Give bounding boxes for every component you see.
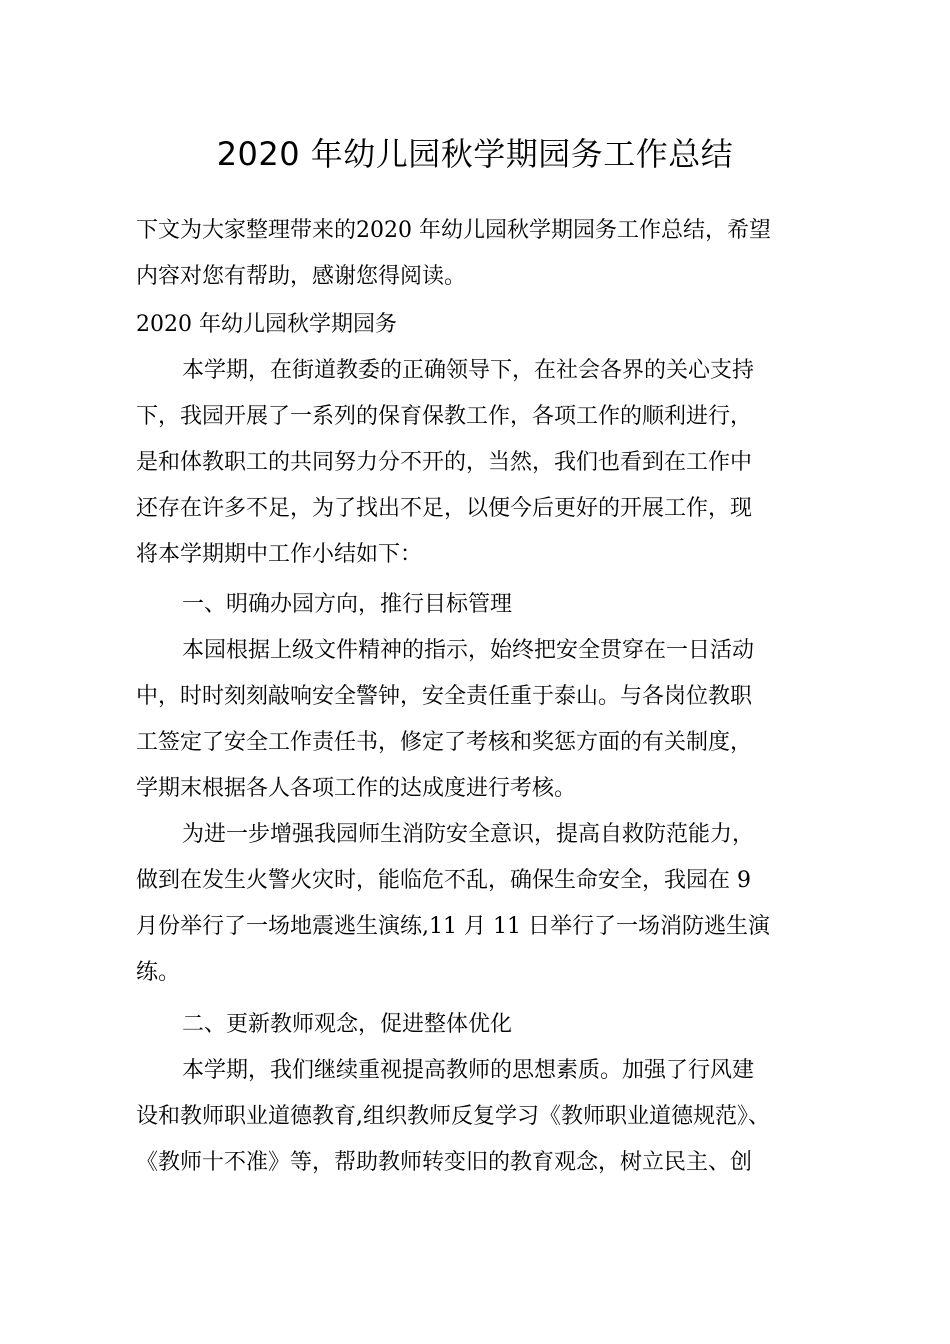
text-line: 内容对您有帮助，感谢您得阅读。 <box>136 264 467 289</box>
text-line: 工签定了安全工作责任书，修定了考核和奖惩方面的有关制度， <box>136 730 753 755</box>
heading-section-1: 一、明确办园方向，推行目标管理 <box>182 592 513 617</box>
text-line: 下文为大家整理带来的2020 年幼儿园秋学期园务工作总结，希望 <box>136 218 771 243</box>
text-line: 《教师十不准》等，帮助教师转变旧的教育观念，树立民主、创 <box>136 1150 753 1175</box>
text-line: 是和体教职工的共同努力分不开的，当然，我们也看到在工作中 <box>136 450 753 475</box>
paragraph-drills <box>136 812 816 996</box>
text-line: 做到在发生火警火灾时，能临危不乱，确保生命安全，我园在 9 <box>136 868 751 893</box>
paragraph-safety <box>136 628 816 812</box>
section-subtitle: 2020 年幼儿园秋学期园务 <box>136 312 397 337</box>
text-line: 设和教师职业道德教育,组织教师反复学习《教师职业道德规范》、 <box>136 1104 770 1129</box>
heading-section-2: 二、更新教师观念，促进整体优化 <box>182 1012 513 1037</box>
text-line: 为进一步增强我园师生消防安全意识，提高自救防范能力， <box>182 822 755 847</box>
text-line: 本园根据上级文件精神的指示，始终把安全贯穿在一日活动 <box>182 638 755 663</box>
text-line: 中，时时刻刻敲响安全警钟，安全责任重于泰山。与各岗位教职 <box>136 684 753 709</box>
text-line: 练。 <box>136 960 181 985</box>
text-line: 学期末根据各人各项工作的达成度进行考核。 <box>136 776 577 801</box>
paragraph-teachers <box>136 1048 816 1186</box>
text-line: 本学期，我们继续重视提高教师的思想素质。加强了行风建 <box>182 1058 755 1083</box>
text-line: 本学期，在街道教委的正确领导下，在社会各界的关心支持 <box>182 358 755 383</box>
document-title: 2020 年幼儿园秋学期园务工作总结 <box>216 135 734 173</box>
intro-paragraph <box>136 208 816 300</box>
paragraph-intro-summary <box>136 348 816 578</box>
text-line: 下，我园开展了一系列的保育保教工作，各项工作的顺利进行， <box>136 404 753 429</box>
text-line: 将本学期期中工作小结如下： <box>136 542 423 567</box>
text-line: 还存在许多不足，为了找出不足，以便今后更好的开展工作，现 <box>136 496 753 521</box>
text-line: 月份举行了一场地震逃生演练,11 月 11 日举行了一场消防逃生演 <box>136 914 770 939</box>
